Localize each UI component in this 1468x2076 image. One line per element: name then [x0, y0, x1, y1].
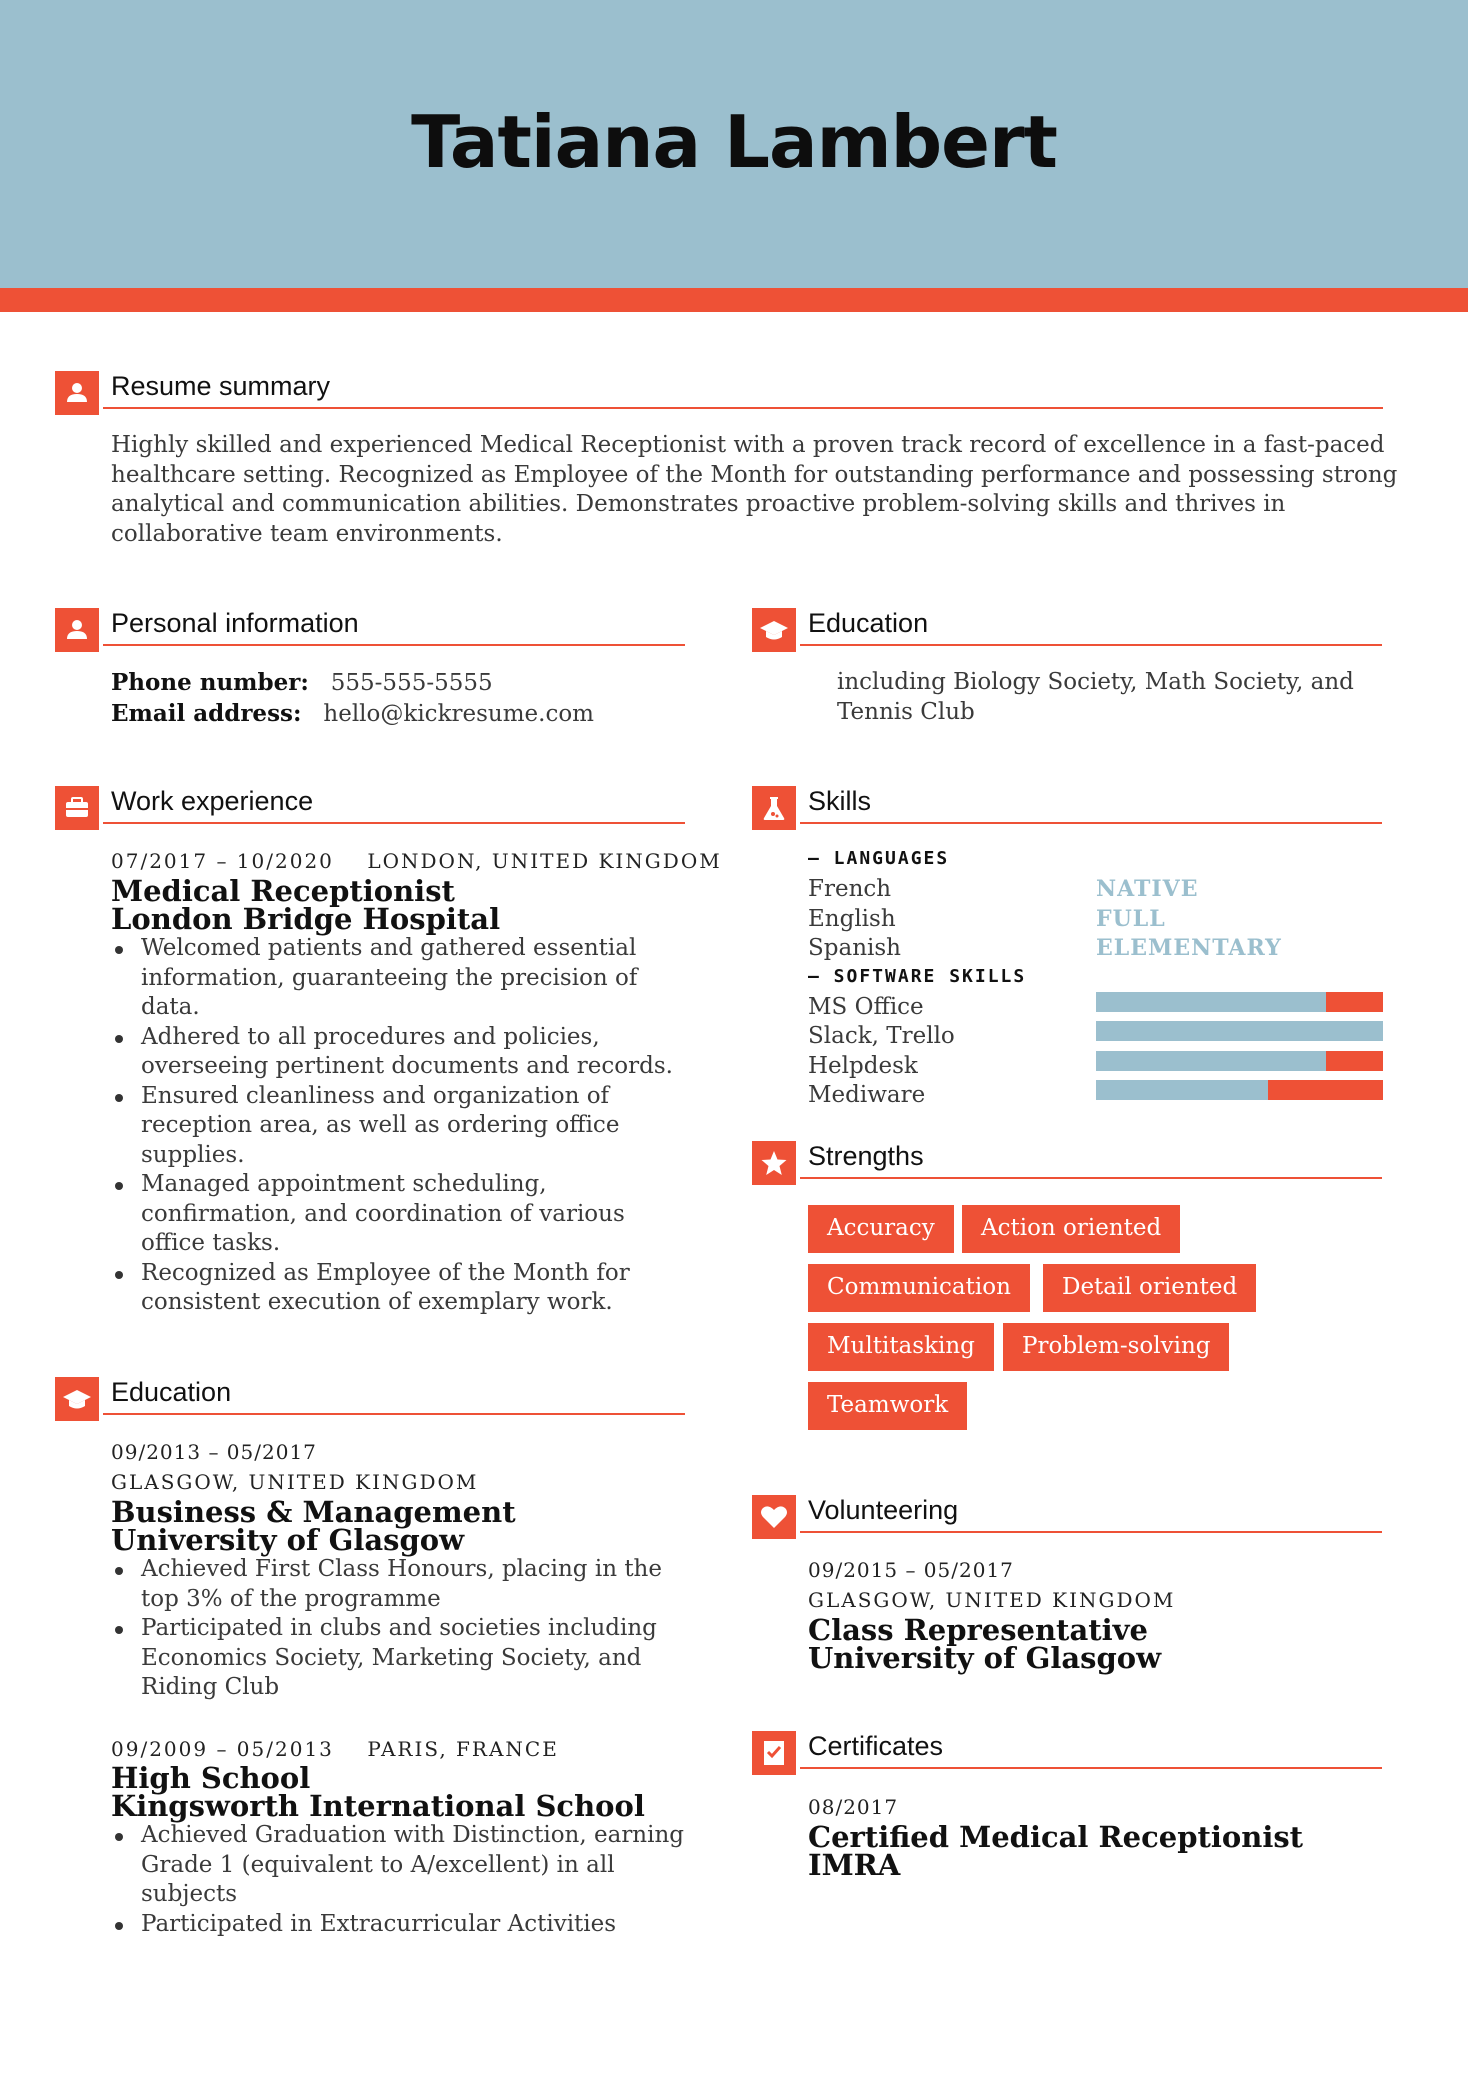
software-name: Mediware: [808, 1082, 926, 1108]
summary-title: Resume summary: [111, 371, 331, 401]
work-section-header: [55, 786, 685, 838]
briefcase-icon: [55, 786, 99, 830]
section-divider: [103, 1413, 685, 1415]
education-degree: High School: [111, 1761, 311, 1795]
skill-bar: [1096, 1021, 1383, 1041]
list-item: Welcomed patients and gathered essential information, guaranteeing the precision of data.: [111, 934, 691, 1023]
section-divider: [800, 1531, 1382, 1533]
education-location: GLASGOW, UNITED KINGDOM: [111, 1470, 479, 1494]
job-meta: 07/2017 – 10/2020 LONDON, UNITED KINGDOM: [111, 849, 722, 873]
skill-bar-fill: [1096, 1051, 1326, 1071]
skills-title: Skills: [808, 786, 872, 816]
job-title: Medical Receptionist: [111, 874, 455, 908]
skill-bar: [1096, 1051, 1383, 1071]
personal-section-header: [55, 608, 685, 660]
strengths-title: Strengths: [808, 1141, 924, 1171]
section-divider: [103, 822, 685, 824]
education-continued-header: [752, 608, 1382, 660]
phone-value: 555-555-5555: [330, 670, 493, 696]
star-icon: [752, 1141, 796, 1185]
list-item: Achieved First Class Honours, placing in the top 3% of the programme: [111, 1555, 691, 1614]
education-dates: 09/2013 – 05/2017: [111, 1440, 317, 1464]
list-item: Achieved Graduation with Distinction, earning Grade 1 (equivalent to A/excellent) in all subjects: [111, 1821, 691, 1910]
list-item: Ensured cleanliness and organization of reception area, as well as ordering office supplies.: [111, 1082, 691, 1171]
section-divider: [800, 644, 1382, 646]
work-title: Work experience: [111, 786, 314, 816]
strength-tag: Accuracy: [808, 1205, 954, 1253]
skill-bar-fill: [1096, 992, 1326, 1012]
certificate-issuer: IMRA: [808, 1848, 901, 1882]
volunteering-section-header: [752, 1495, 1382, 1547]
header-accent-stripe: [0, 288, 1468, 312]
certificate-name: Certified Medical Receptionist: [808, 1820, 1304, 1854]
summary-section-header: [55, 371, 1383, 423]
job-organization: London Bridge Hospital: [111, 902, 501, 936]
list-item: Recognized as Employee of the Month for consistent execution of exemplary work.: [111, 1259, 691, 1318]
education-continued-text: including Biology Society, Math Society, and Tennis Club: [837, 669, 1354, 725]
section-divider: [800, 1767, 1382, 1769]
graduation-cap-icon: [55, 1377, 99, 1421]
language-level: ELEMENTARY: [1096, 935, 1282, 961]
language-name: English: [808, 906, 896, 932]
education-title: Education: [111, 1377, 232, 1407]
email-label: Email address:: [111, 699, 302, 727]
language-name: French: [808, 876, 892, 902]
strength-tag: Action oriented: [962, 1205, 1180, 1253]
education-section-header: [55, 1377, 685, 1429]
education-continued-title: Education: [808, 608, 929, 638]
graduation-cap-icon: [752, 608, 796, 652]
heart-icon: [752, 1495, 796, 1539]
skill-bar-fill: [1096, 1021, 1383, 1041]
language-level: FULL: [1096, 906, 1166, 932]
language-level: NATIVE: [1096, 876, 1199, 902]
skill-bar: [1096, 992, 1383, 1012]
education-bullets: [111, 1821, 691, 1939]
skills-section-header: [752, 786, 1382, 838]
email-value: hello@kickresume.com: [323, 700, 594, 727]
list-item: Participated in clubs and societies including Economics Society, Marketing Society, and Riding Club: [111, 1614, 691, 1703]
person-icon: [55, 608, 99, 652]
summary-text: Highly skilled and experienced Medical Receptionist with a proven track record of excellence in a fast-paced healthcare setting. Recognized as Employee of the Month for outstanding performance and possessing strong analytical and communication abilities. Demonstrates proactive problem-solving skills and thrives in collaborative team environments.: [111, 432, 1398, 547]
personal-title: Personal information: [111, 608, 359, 638]
software-name: Helpdesk: [808, 1053, 918, 1079]
job-bullets: [111, 934, 691, 1318]
volunteering-title: Volunteering: [808, 1495, 959, 1525]
education-school: Kingsworth International School: [111, 1789, 645, 1823]
flask-icon: [752, 786, 796, 830]
strength-tag: Multitasking: [808, 1323, 994, 1371]
languages-heading: – LANGUAGES: [808, 848, 950, 869]
section-divider: [800, 822, 1382, 824]
volunteering-location: GLASGOW, UNITED KINGDOM: [808, 1588, 1176, 1612]
software-name: Slack, Trello: [808, 1023, 955, 1049]
candidate-name: Tatiana Lambert: [411, 100, 1057, 184]
phone-label: Phone number:: [111, 669, 309, 696]
software-heading: – SOFTWARE SKILLS: [808, 966, 1027, 987]
section-divider: [800, 1177, 1382, 1179]
skill-bar-fill: [1096, 1080, 1268, 1100]
strength-tag: Problem-solving: [1003, 1323, 1229, 1371]
certificate-icon: [752, 1731, 796, 1775]
list-item: Participated in Extracurricular Activities: [111, 1910, 691, 1940]
volunteering-role: Class Representative: [808, 1613, 1148, 1647]
language-name: Spanish: [808, 935, 901, 961]
education-degree: Business & Management: [111, 1495, 516, 1529]
certificate-date: 08/2017: [808, 1795, 899, 1819]
personal-info: [111, 668, 691, 729]
strength-tag: Communication: [808, 1264, 1030, 1312]
education-school: University of Glasgow: [111, 1523, 465, 1557]
education-meta: 09/2009 – 05/2013 PARIS, FRANCE: [111, 1737, 559, 1761]
software-name: MS Office: [808, 994, 924, 1020]
certificates-title: Certificates: [808, 1731, 944, 1761]
person-icon: [55, 371, 99, 415]
strengths-section-header: [752, 1141, 1382, 1193]
volunteering-dates: 09/2015 – 05/2017: [808, 1558, 1014, 1582]
section-divider: [103, 644, 685, 646]
education-bullets: [111, 1555, 691, 1703]
skill-bar: [1096, 1080, 1383, 1100]
strength-tag: Detail oriented: [1043, 1264, 1256, 1312]
list-item: Managed appointment scheduling, confirmation, and coordination of various office tasks.: [111, 1170, 691, 1259]
certificates-section-header: [752, 1731, 1382, 1783]
strength-tag: Teamwork: [808, 1382, 967, 1430]
section-divider: [103, 407, 1383, 409]
list-item: Adhered to all procedures and policies, overseeing pertinent documents and records.: [111, 1023, 691, 1082]
volunteering-organization: University of Glasgow: [808, 1641, 1162, 1675]
